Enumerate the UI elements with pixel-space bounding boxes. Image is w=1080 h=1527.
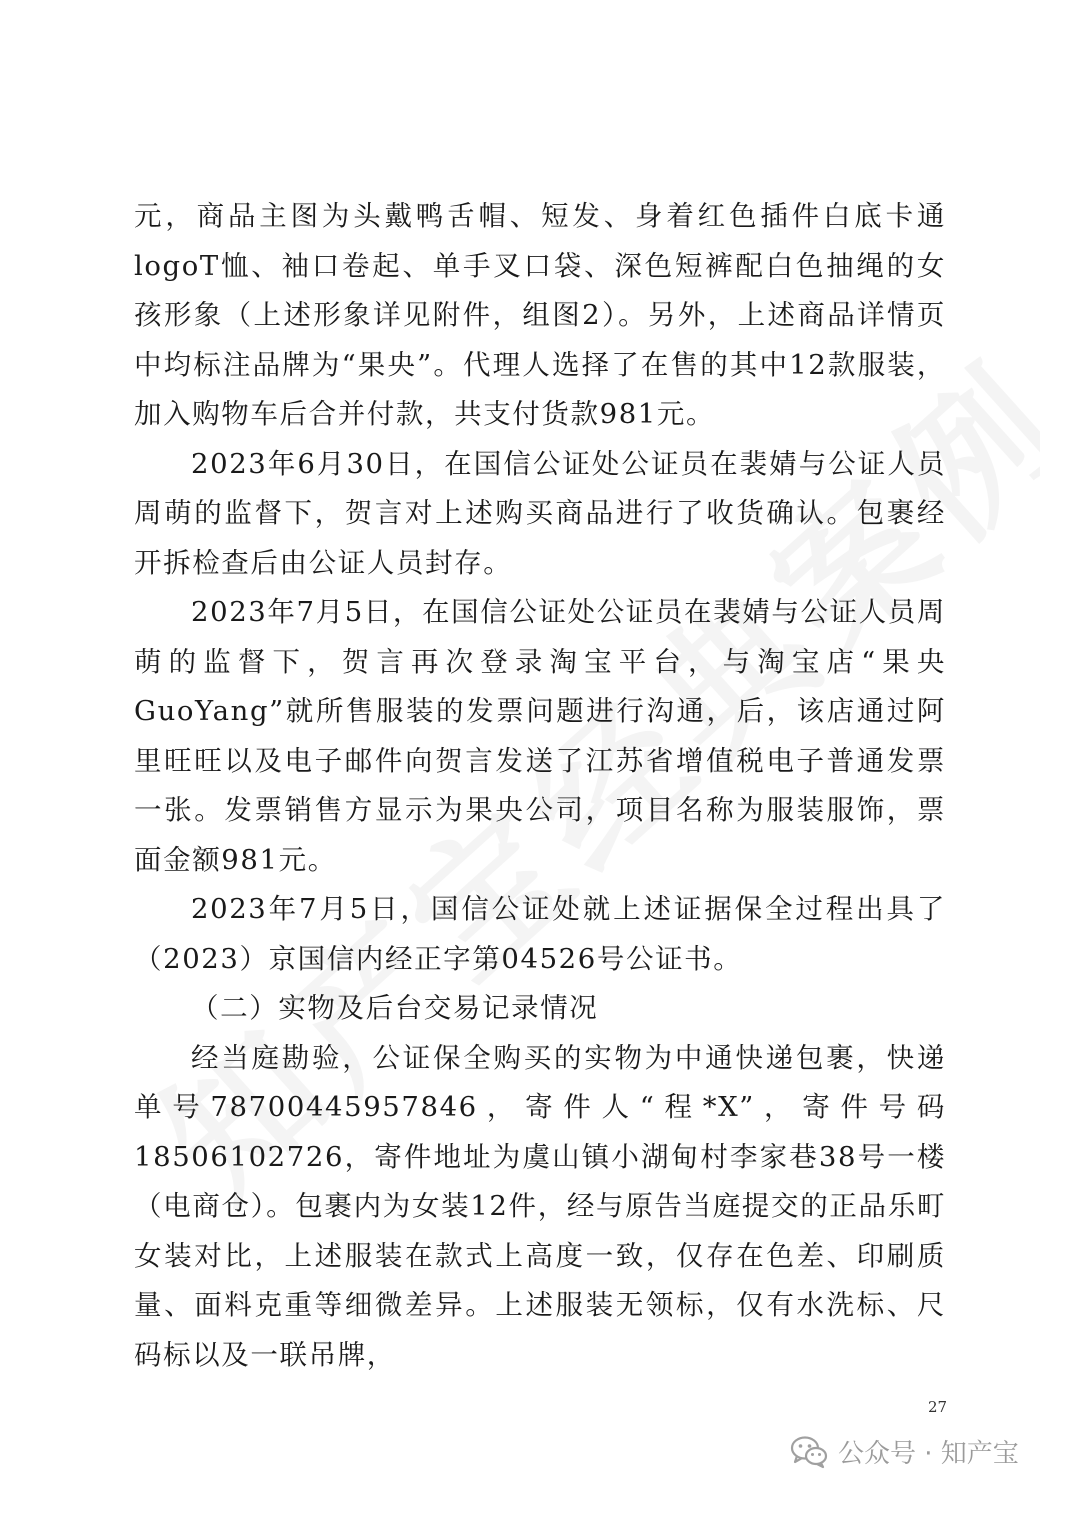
paragraph-continuation: 元，商品主图为头戴鸭舌帽、短发、身着红色插件白底卡通logoT恤、袖口卷起、单手叉口袋、深色短裤配白色抽绳的女孩形象（上述形象详见附件，组图2）。另外，上述商品详情页中均标注品牌为“果央”。代理人选择了在售的其中12款服装，加入购物车后合并付款，共支付货款981元。 bbox=[134, 200, 946, 430]
footer-brand-text: 公众号 · 知产宝 bbox=[838, 1439, 1019, 1469]
section-heading: （二）实物及后台交易记录情况 bbox=[191, 992, 599, 1024]
footer-brand bbox=[790, 1433, 1019, 1470]
paragraph-inspection: 经当庭勘验，公证保全购买的实物为中通快递包裹，快递单号78700445957846，寄件人“程*X”，寄件号码18506102726，寄件地址为虞山镇小湖甸村李家巷38号一楼（电商仓）。包裹内为女装12件，经与原告当庭提交的正品乐町女装对比，上述服装在款式上高度一致，仅存在色差、印刷质量、面料克重等细微差异。上述服装无领标，仅有水洗标、尺码标以及一联吊牌， bbox=[134, 1041, 946, 1371]
paragraph-invoice: 2023年7月5日，在国信公证处公证员在裴婧与公证人员周萌的监督下，贺言再次登录淘宝平台，与淘宝店“果央GuoYang”就所售服装的发票问题进行沟通，后，该店通过阿里旺旺以及电子邮件向贺言发送了江苏省增值税电子普通发票一张。发票销售方显示为果央公司，项目名称为服装服饰，票面金额981元。 bbox=[134, 596, 946, 876]
paragraph-receipt-confirmation: 2023年6月30日，在国信公证处公证员在裴婧与公证人员周萌的监督下，贺言对上述购买商品进行了收货确认。包裹经开拆检查后由公证人员封存。 bbox=[134, 447, 946, 579]
document-body bbox=[134, 192, 946, 1380]
wechat-icon bbox=[790, 1435, 828, 1469]
paragraph-notarial-certificate: 2023年7月5日，国信公证处就上述证据保全过程出具了（2023）京国信内经正字第04526号公证书。 bbox=[134, 893, 946, 975]
page-number: 27 bbox=[928, 1398, 948, 1416]
